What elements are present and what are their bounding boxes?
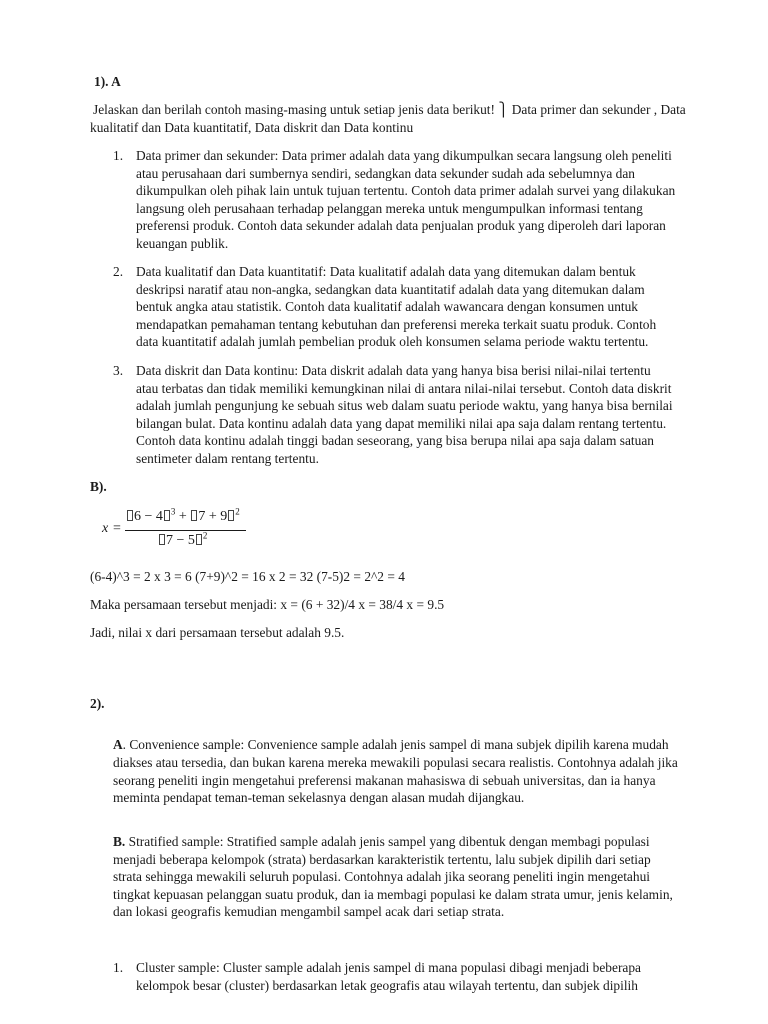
calc-line-1: (6-4)^3 = 2 x 3 = 6 (7+9)^2 = 16 x 2 = 32 (7-5)2 = 2^2 = 4 [90,569,405,584]
list-item-text: Data diskrit dan Data kontinu: Data diskrit adalah data yang hanya bisa berisi nilai-nilai tertentu atau terbatas dan tidak memiliki kemungkinan nilai di antara nilai-nilai tersebut. Contoh data diskrit adalah jumlah pengunjung ke sebuah situs web dalam suatu periode waktu, yang hanya bisa bernilai bilangan bulat. Data kontinu adalah data yang dapat memiliki nilai apa saja dalam rentang tertentu. Contoh data kontinu adalah tinggi badan seseorang, yang bisa berupa nilai apa saja dalam satuan sentimeter dalam rentang tertentu. [136,363,673,466]
missing-glyph-icon [127,510,133,521]
list-item-text: Cluster sample: Cluster sample adalah jenis sampel di mana populasi dibagi menjadi beberapa kelompok besar (cluster) berdasarkan letak geografis atau wilayah tertentu, dan subjek dipilih [136,960,641,993]
fraction-numerator: 6 − 4 $^3$ + 7 + 9 $^2$ [126,508,240,526]
stratified-sample-paragraph: B. Stratified sample: Stratified sample adalah jenis sampel yang dibentuk dengan membagi populasi menjadi beberapa kelompok (strata) berdasarkan karakteristik tertentu, lalu subjek dipilih dari setiap strata sehingga mewakili seluruh populasi. Contohnya adalah jika seorang peneliti ingin mengetahui tingkat kepuasan pelanggan suatu produk, dan ia membagi populasi ke dalam strata umur, jenis kelamin, dan lokasi geografis kemudian mengambil sampel acak dari setiap strata. [113,834,673,920]
equation-variable: x [102,521,109,536]
list-number: 1. [113,148,124,163]
list-number: 1. [113,960,124,975]
paragraph-label: B. [113,834,126,849]
section-1b-heading: B). [90,479,107,494]
fraction-bar [125,530,246,531]
fraction-denominator: 7 − 5 $^2$ [158,532,207,550]
list-item-text: Data kualitatif dan Data kuantitatif: Data kualitatif adalah data yang ditemukan dalam bentuk deskripsi naratif atau non-angka, sedangkan data kuantitatif adalah data yang ditemukan dalam bentuk angka atau statistik. Contoh data kualitatif adalah wawancara dengan konsumen untuk mendapatkan pemahaman tentang kebutuhan dan preferensi mereka terkait suatu produk. Contoh data kuantitatif adalah jumlah pembelian produk oleh konsumen selama periode waktu tertentu. [136,264,657,350]
calc-line-2: Maka persamaan tersebut menjadi: x = (6 + 32)/4 x = 38/4 x = 9.5 [90,597,445,612]
question-text: Jelaskan dan berilah contoh masing-masing untuk setiap jenis data berikut! ⎫ Data primer dan sekunder , Data kualitatif dan Data kuantitatif, Data diskrit dan Data kontinu [90,102,686,135]
paragraph-label: A [113,737,123,753]
list-number: 2. [113,264,124,279]
missing-glyph-icon [196,534,202,545]
list-number: 3. [113,363,124,378]
convenience-sample-paragraph: A. Convenience sample: Convenience sample adalah jenis sampel di mana subjek dipilih karena mudah diakses atau tersedia, dan bukan karena mereka mewakili populasi secara realistis. Contohnya adalah jika seorang peneliti ingin mengetahui preferensi makanan mahasiswa di sebuah universitas, dan ia hanya meminta pendapat teman-teman sekelasnya dengan alasan mudah dijangkau. [113,737,678,806]
equation [102,505,262,555]
list-item-text: Data primer dan sekunder: Data primer adalah data yang dikumpulkan secara langsung oleh peneliti atau perusahaan dari sumbernya sendiri, sedangkan data sekunder sudah ada sebelumnya dan dikumpulkan oleh pihak lain untuk tujuan tertentu. Contoh data primer adalah survei yang dilakukan langsung oleh perusahaan terhadap pelanggan mereka untuk mengumpulkan informasi tentang preferensi produk. Contoh data sekunder adalah data penjualan produk yang diperoleh dari laporan keuangan publik. [136,148,676,251]
missing-glyph-icon [164,510,170,521]
section-1-heading: 1). A [94,74,121,89]
missing-glyph-icon [191,510,197,521]
missing-glyph-icon [159,534,165,545]
missing-glyph-icon [228,510,234,521]
calc-line-3: Jadi, nilai x dari persamaan tersebut adalah 9.5. [90,625,345,640]
equals-sign: = [113,521,121,536]
section-2-heading: 2). [90,696,105,711]
